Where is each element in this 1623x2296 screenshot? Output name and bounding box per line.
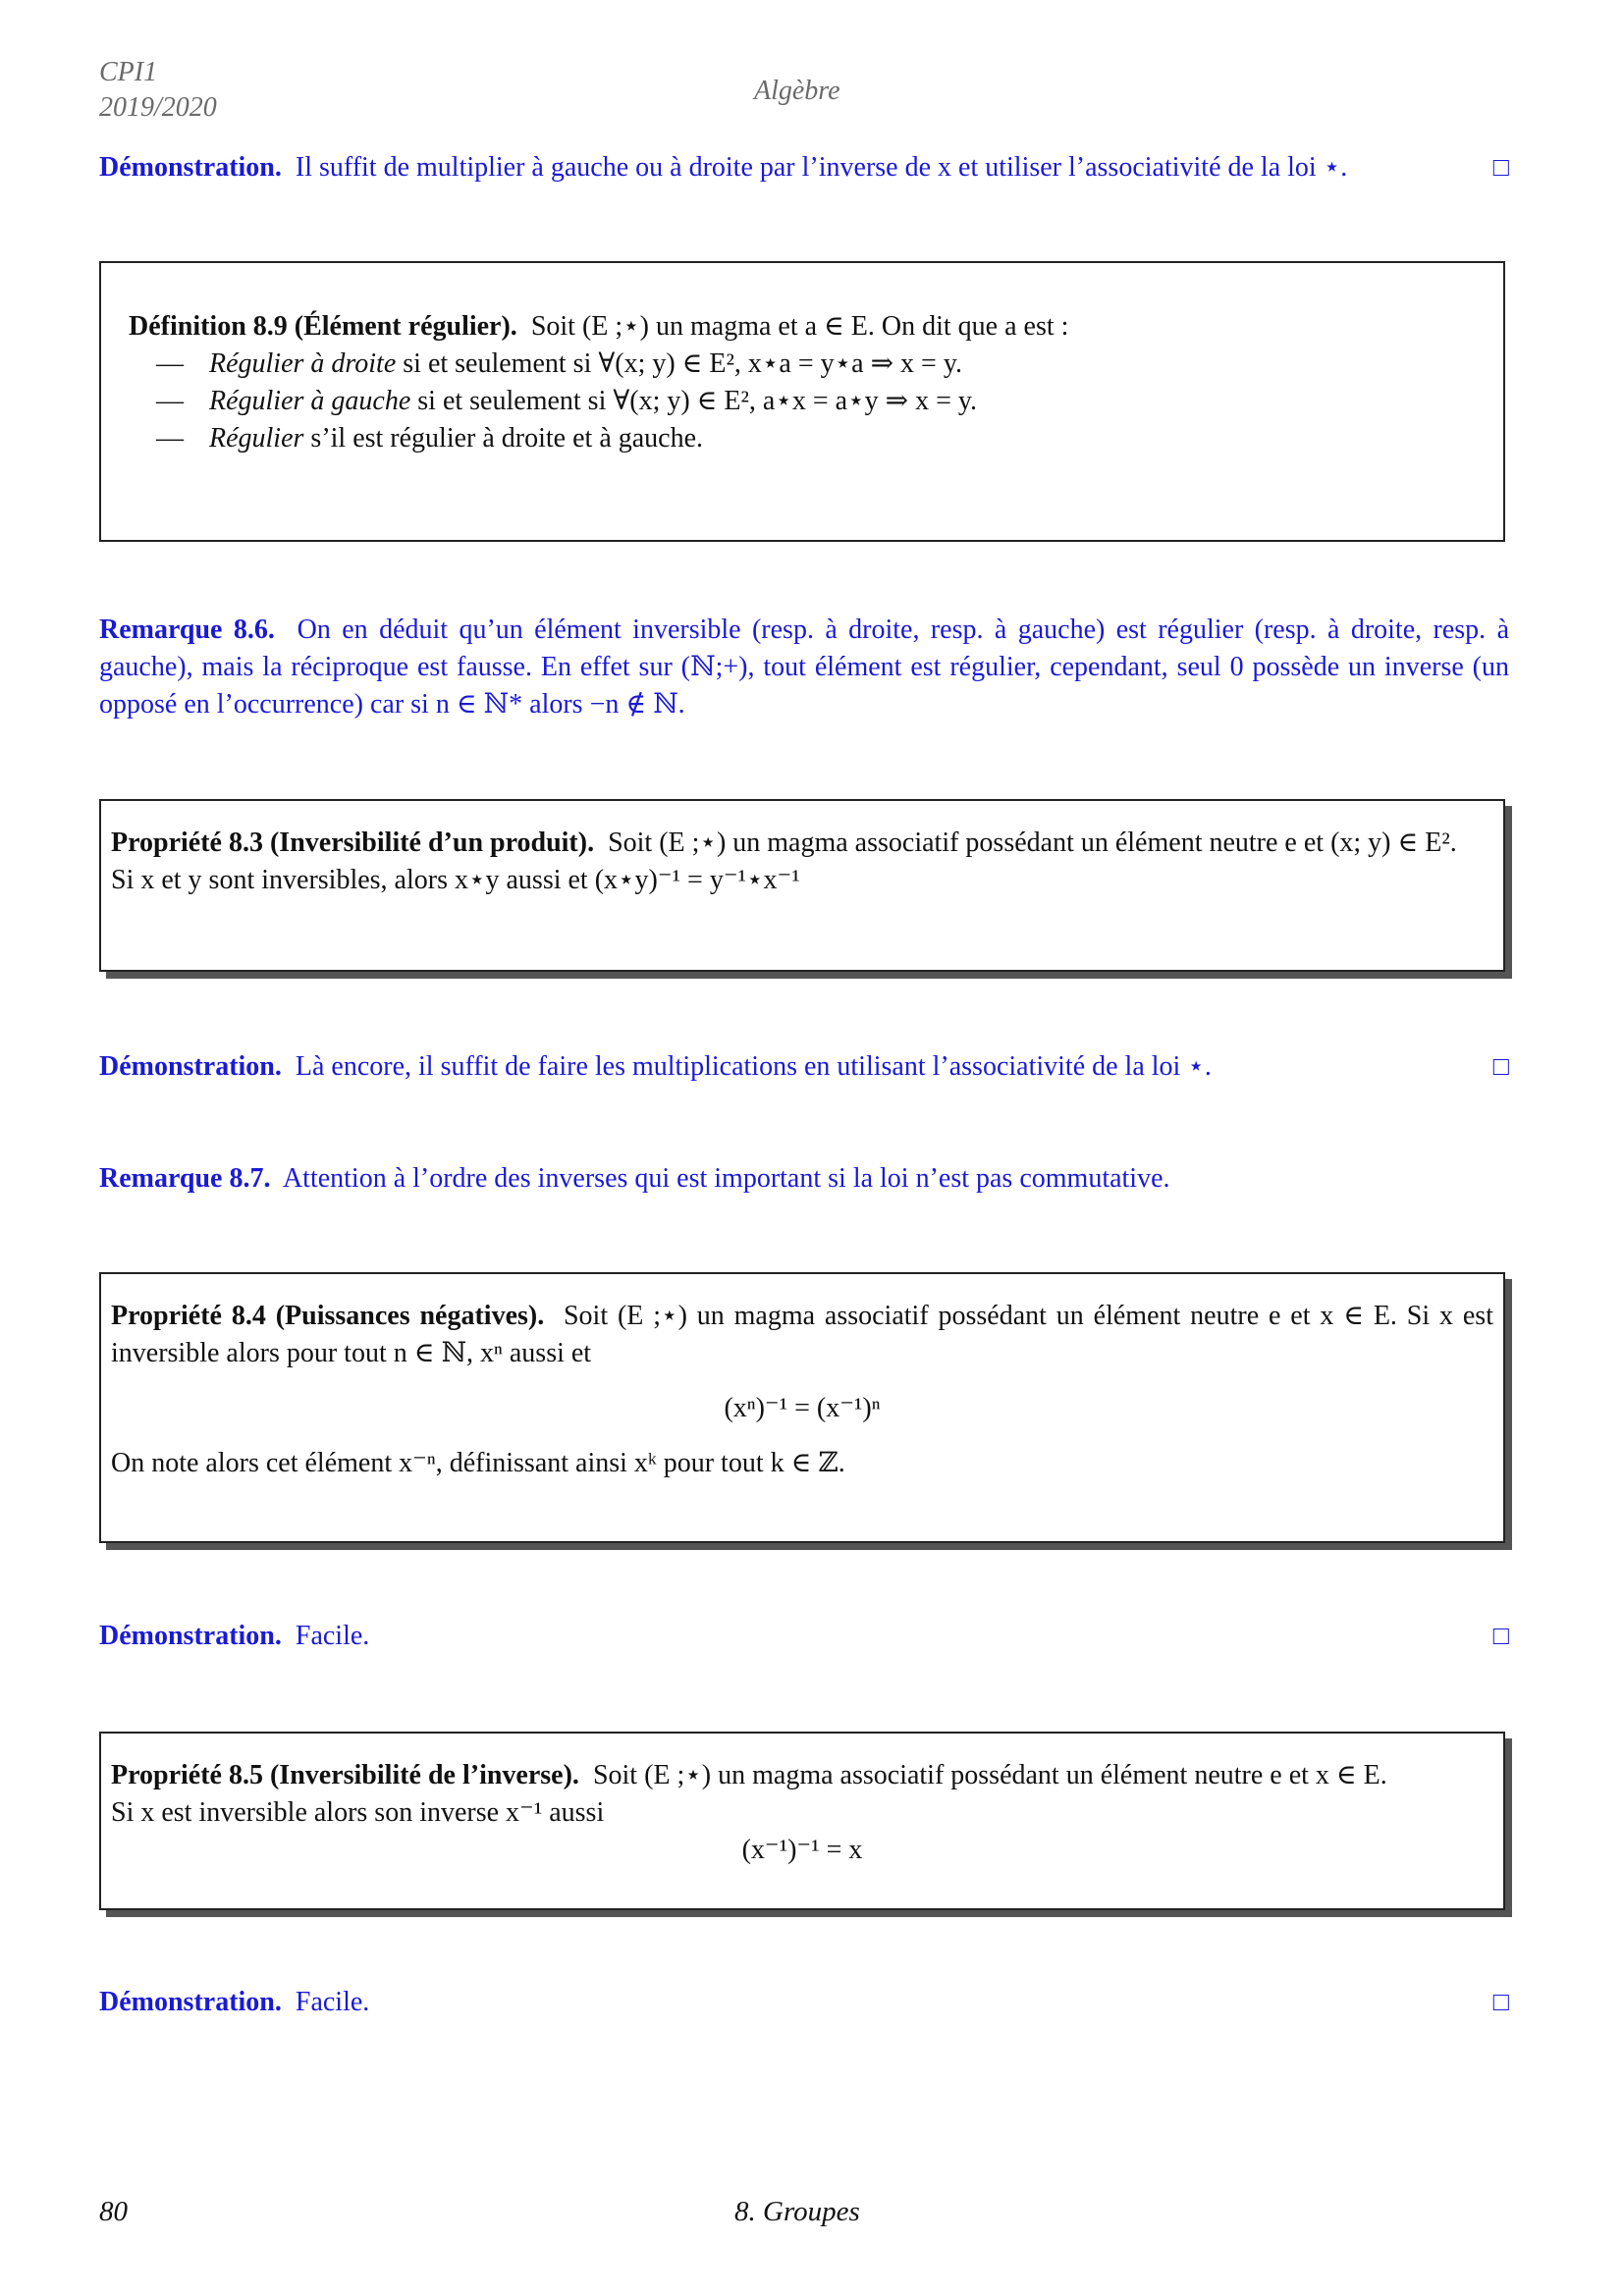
definition-item-text: si et seulement si ∀(x; y) ∈ E², a⋆x = a⋆y ⇒ x = y.	[410, 386, 978, 417]
definition-item: — Régulier à droite si et seulement si ∀(x; y) ∈ E², x⋆a = y⋆a ⇒ x = y.	[156, 348, 963, 380]
demonstration-8-3	[99, 1048, 1509, 1086]
definition-item-term: Régulier à gauche	[209, 386, 411, 417]
demonstration-8-4	[99, 1618, 1509, 1655]
chapter-title: 8. Groupes	[734, 2196, 860, 2227]
property-text: Soit (E ;⋆) un magma associatif possédant un élément neutre e et (x; y) ∈ E².	[608, 828, 1457, 858]
qed-square-icon: □	[1492, 152, 1509, 182]
property-formula: (xⁿ)⁻¹ = (x⁻¹)ⁿ	[724, 1393, 881, 1423]
definition-box	[99, 261, 1505, 542]
qed-square-icon: □	[1492, 1051, 1509, 1081]
property-note: On note alors cet élément x⁻ⁿ, définissant ainsi xᵏ pour tout k ∈ ℤ.	[111, 1448, 845, 1478]
definition-item-text: si et seulement si ∀(x; y) ∈ E², x⋆a = y⋆a ⇒ x = y.	[396, 348, 963, 380]
remark-8-7	[99, 1160, 1509, 1198]
demonstration-text: Il suffit de multiplier à gauche ou à droite par l’inverse de x et utiliser l’associativité de la loi ⋆.	[295, 152, 1348, 183]
demonstration-text: Là encore, il suffit de faire les multiplications en utilisant l’associativité de la loi ⋆.	[295, 1051, 1212, 1082]
definition-title: Définition 8.9 (Élément régulier).	[129, 311, 517, 342]
demonstration-text: Facile.	[295, 1987, 370, 2017]
demonstration-text: Facile.	[295, 1621, 370, 1651]
definition-item-term: Régulier	[209, 423, 304, 454]
property-title: Propriété 8.3 (Inversibilité d’un produit).	[111, 828, 595, 858]
qed-square-icon: □	[1492, 1987, 1509, 2016]
property-8-5-box	[99, 1732, 1505, 1910]
remark-label: Remarque 8.6.	[99, 614, 275, 645]
property-conclusion: Si x et y sont inversibles, alors x⋆y aussi et (x⋆y)⁻¹ = y⁻¹⋆x⁻¹	[111, 865, 800, 895]
page-number: 80	[99, 2196, 128, 2227]
property-8-4-box	[99, 1272, 1505, 1543]
definition-item-text: s’il est régulier à droite et à gauche.	[303, 423, 704, 454]
remark-text: On en déduit qu’un élément inversible (resp. à droite, resp. à gauche) est régulier (resp. à droite, resp. à gauche), mais la réciproque est fausse. En effet sur (ℕ;+), tout élément est régulier, cependant, seul 0 possède un inverse (un opposé en l’occurrence) car si n ∈ ℕ* alors −n ∉ ℕ.	[99, 614, 1510, 720]
demonstration-label: Démonstration.	[99, 152, 282, 183]
demonstration-top	[99, 149, 1509, 187]
property-8-3-box	[99, 799, 1505, 972]
remark-8-6	[99, 612, 1509, 723]
qed-square-icon: □	[1492, 1621, 1509, 1650]
running-header-subject: Algèbre	[754, 76, 840, 106]
remark-text: Attention à l’ordre des inverses qui est important si la loi n’est pas commutative.	[282, 1163, 1170, 1194]
demonstration-label: Démonstration.	[99, 1621, 282, 1651]
running-header-left	[99, 55, 217, 127]
property-formula: (x⁻¹)⁻¹ = x	[741, 1835, 863, 1865]
demonstration-8-5	[99, 1984, 1509, 2021]
remark-label: Remarque 8.7.	[99, 1163, 271, 1194]
property-text: Soit (E ;⋆) un magma associatif possédant un élément neutre e et x ∈ E. Si x est inversible alors pour tout n ∈ ℕ, xⁿ aussi et	[111, 1301, 1493, 1368]
property-title: Propriété 8.4 (Puissances négatives).	[111, 1301, 545, 1331]
definition-item: — Régulier s’il est régulier à droite et à gauche.	[156, 423, 704, 454]
demonstration-label: Démonstration.	[99, 1987, 282, 2017]
property-title: Propriété 8.5 (Inversibilité de l’inverse).	[111, 1760, 579, 1790]
definition-heading	[129, 308, 1493, 346]
academic-year: 2019/2020	[99, 92, 217, 124]
definition-item-term: Régulier à droite	[209, 348, 397, 380]
definition-intro: Soit (E ;⋆) un magma et a ∈ E. On dit que a est :	[530, 311, 1069, 342]
demonstration-label: Démonstration.	[99, 1051, 282, 1082]
property-text: Soit (E ;⋆) un magma associatif possédant un élément neutre e et x ∈ E.	[592, 1760, 1387, 1790]
definition-item: — Régulier à gauche si et seulement si ∀(x; y) ∈ E², a⋆x = a⋆y ⇒ x = y.	[156, 386, 978, 417]
property-conclusion: Si x est inversible alors son inverse x⁻¹ aussi	[111, 1797, 605, 1828]
course-code: CPI1	[99, 57, 158, 87]
